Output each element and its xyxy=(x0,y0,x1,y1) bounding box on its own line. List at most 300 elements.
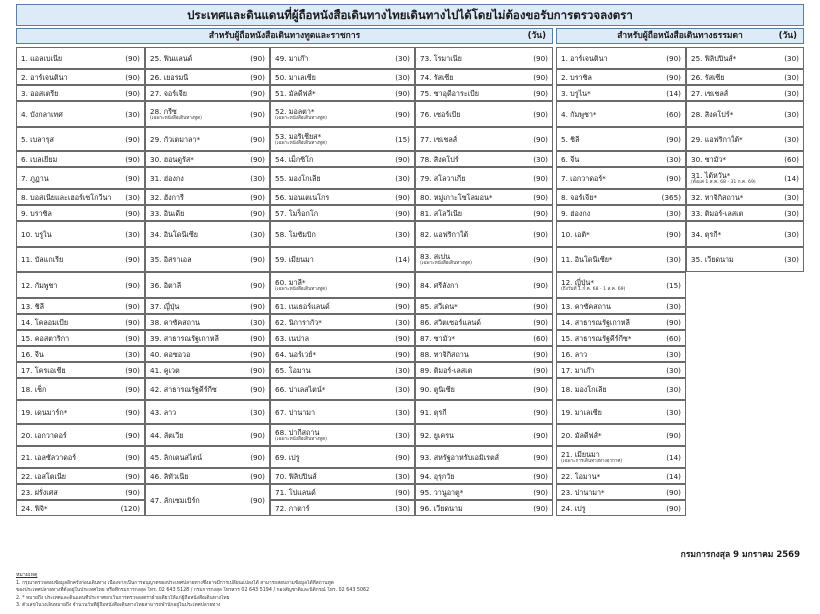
country-name: 10. บรูไน xyxy=(21,229,52,239)
stay-days: (30) xyxy=(395,384,410,394)
country-name: 39. สาธารณรัฐเกาหลี xyxy=(150,333,219,343)
country-cell xyxy=(16,468,145,484)
country-cell xyxy=(16,69,145,85)
ordinary-section-header xyxy=(556,28,804,44)
country-name: 5. เบลารุส xyxy=(21,134,54,144)
country-name: 33. ติมอร์-เลสเต xyxy=(691,208,744,218)
country-name: 61. เนเธอร์แลนด์ xyxy=(275,301,330,311)
country-name: 12. กัมพูชา xyxy=(21,280,58,290)
country-cell xyxy=(16,167,145,189)
country-note: (ถึงวันที่ 1 ก.ค. 68 - 1 ส.ค. 69) xyxy=(561,286,626,292)
country-note: (เฉพาะหนังสือเดินทางทูต) xyxy=(150,115,202,121)
stay-days: (90) xyxy=(250,495,265,505)
country-name: 83. สเปน xyxy=(420,252,451,261)
country-name: 17. มาเก๊า xyxy=(561,365,595,375)
country-name: 53. มอริเชียส* xyxy=(275,131,322,141)
country-name: 22. โอมาน* xyxy=(561,471,601,481)
country-name: 31. ฮ่องกง xyxy=(150,173,184,183)
country-name: 60. มาลี* xyxy=(275,277,306,287)
country-cell xyxy=(145,484,270,516)
stay-days: (30) xyxy=(666,154,681,164)
country-cell xyxy=(270,314,415,330)
country-name: 9. ฮ่องกง xyxy=(561,208,591,218)
country-cell xyxy=(415,85,553,101)
country-cell xyxy=(270,247,415,272)
country-name: 96. เวียดนาม xyxy=(420,503,463,513)
stay-days: (30) xyxy=(395,430,410,440)
country-note: (เฉพาะการเดินทางทางอากาศ) xyxy=(561,458,623,464)
country-note: (เฉพาะหนังสือเดินทางทูต) xyxy=(275,436,327,442)
country-name: 76. เซอร์เบีย xyxy=(420,109,461,119)
country-name: 84. ศรีลังกา xyxy=(420,280,459,290)
country-name: 94. อุรุกวัย xyxy=(420,471,455,481)
note-line-3: 2. * หมายถึง ประเทศและดินแดนที่ประกาศยกเว้นการตรวจลงตราฝ่ายเดียวให้แก่ผู้ถือหนังสือเดินทางไทย xyxy=(16,595,230,601)
country-name: 32. ทาจิกิสถาน* xyxy=(691,192,744,202)
stay-days: (30) xyxy=(395,471,410,481)
stay-days: (90) xyxy=(125,280,140,290)
country-name: 22. เอสโตเนีย xyxy=(21,471,66,481)
stay-days: (30) xyxy=(250,407,265,417)
country-cell xyxy=(686,167,804,189)
country-name: 20. มัลดีฟส์* xyxy=(561,430,602,440)
country-name: 73. โรมาเนีย xyxy=(420,53,462,63)
country-name: 2. อาร์เจนตินา xyxy=(21,72,68,82)
country-name: 55. มองโกเลีย xyxy=(275,173,321,183)
country-name: 93. สหรัฐอาหรับเอมิเรตส์ xyxy=(420,452,500,462)
stay-days: (90) xyxy=(125,173,140,183)
country-name: 3. ออสเตรีย xyxy=(21,88,59,98)
stay-days: (90) xyxy=(533,487,548,497)
country-name: 29. กัวเตมาลา* xyxy=(150,134,201,144)
country-cell xyxy=(270,378,415,400)
stay-days: (90) xyxy=(533,384,548,394)
country-name: 69. เปรู xyxy=(275,452,300,462)
stay-days: (30) xyxy=(666,208,681,218)
country-name: 64. นอร์เวย์* xyxy=(275,349,317,359)
country-name: 33. อินเดีย xyxy=(150,208,185,218)
country-cell xyxy=(415,272,553,298)
country-cell xyxy=(16,127,145,151)
country-cell xyxy=(145,205,270,221)
country-cell xyxy=(556,298,686,314)
stay-days: (90) xyxy=(533,208,548,218)
stay-days: (30) xyxy=(784,53,799,63)
stay-days: (15) xyxy=(666,280,681,290)
country-name: 46. ลิทัวเนีย xyxy=(150,471,189,481)
ordinary-section-unit: (วัน) xyxy=(778,31,797,41)
country-cell xyxy=(556,69,686,85)
stay-days: (90) xyxy=(125,301,140,311)
country-name: 62. นิการากัว* xyxy=(275,317,322,327)
stay-days: (90) xyxy=(125,365,140,375)
stay-days: (90) xyxy=(125,154,140,164)
notes-section xyxy=(16,572,806,610)
country-name: 92. ยูเครน xyxy=(420,430,454,440)
country-cell xyxy=(556,101,686,127)
country-name: 1. แอลเบเนีย xyxy=(21,53,63,63)
stay-days: (14) xyxy=(666,471,681,481)
stay-days: (30) xyxy=(125,109,140,119)
stay-days: (14) xyxy=(666,452,681,462)
stay-days: (60) xyxy=(533,333,548,343)
country-cell xyxy=(16,314,145,330)
stay-days: (90) xyxy=(666,229,681,239)
country-cell xyxy=(415,378,553,400)
country-name: 9. บราซิล xyxy=(21,208,52,218)
stay-days: (90) xyxy=(250,88,265,98)
country-cell xyxy=(270,272,415,298)
country-name: 28. สิงคโปร์* xyxy=(691,109,734,119)
country-name: 44. ลัตเวีย xyxy=(150,430,184,440)
country-cell xyxy=(415,127,553,151)
ordinary-section-title: สำหรับผู้ถือหนังสือเดินทางธรรมดา xyxy=(617,31,743,41)
country-name: 8. จอร์เจีย* xyxy=(561,192,598,202)
stay-days: (90) xyxy=(250,452,265,462)
stay-days: (30) xyxy=(250,229,265,239)
stay-days: (30) xyxy=(395,407,410,417)
country-name: 11. บัลแกเรีย xyxy=(21,255,64,264)
stay-days: (30) xyxy=(784,255,799,264)
country-cell xyxy=(270,205,415,221)
country-cell xyxy=(556,221,686,247)
country-name: 28. กรีซ xyxy=(150,106,177,116)
country-cell xyxy=(270,47,415,69)
stay-days: (30) xyxy=(784,134,799,144)
country-name: 24. ฟิจิ* xyxy=(21,503,48,513)
country-cell xyxy=(556,167,686,189)
country-cell xyxy=(415,205,553,221)
country-name: 17. โครเอเชีย xyxy=(21,365,66,375)
stay-days: (120) xyxy=(120,503,140,513)
country-name: 45. ลิกเตนสไตน์ xyxy=(150,452,203,462)
stay-days: (90) xyxy=(666,487,681,497)
country-name: 18. เช็ก xyxy=(21,384,47,394)
stay-days: (14) xyxy=(666,88,681,98)
country-name: 23. ปานามา* xyxy=(561,487,605,497)
stay-days: (90) xyxy=(533,503,548,513)
country-cell xyxy=(16,500,145,516)
country-name: 12. ญี่ปุ่น* xyxy=(561,277,594,287)
stay-days: (90) xyxy=(533,280,548,290)
stay-days: (90) xyxy=(125,72,140,82)
country-cell xyxy=(145,127,270,151)
stay-days: (90) xyxy=(395,349,410,359)
country-name: 91. ตุรกี xyxy=(420,407,447,417)
stay-days: (90) xyxy=(250,255,265,264)
country-cell xyxy=(145,247,270,272)
country-name: 90. ตูนิเซีย xyxy=(420,384,455,394)
country-name: 40. คอซอวอ xyxy=(150,349,191,359)
country-name: 80. หมู่เกาะโซโลมอน* xyxy=(420,192,493,202)
country-name: 50. มาเลเซีย xyxy=(275,72,316,82)
country-cell xyxy=(556,151,686,167)
country-cell xyxy=(415,151,553,167)
country-name: 52. มอลตา* xyxy=(275,106,315,116)
country-name: 25. ฟินแลนด์ xyxy=(150,53,193,63)
stay-days: (90) xyxy=(395,452,410,462)
stay-days: (90) xyxy=(533,301,548,311)
stay-days: (90) xyxy=(533,349,548,359)
stay-days: (90) xyxy=(666,53,681,63)
country-cell xyxy=(556,378,686,400)
stay-days: (90) xyxy=(250,430,265,440)
country-cell xyxy=(16,378,145,400)
country-name: 56. มอนเตเนโกร xyxy=(275,192,330,202)
country-name: 8. บอสเนียและเฮอร์เซโกวีนา xyxy=(21,192,112,202)
country-cell xyxy=(145,189,270,205)
note-line-2: ของประเทศปลายทางที่ตั้งอยู่ในประเทศไทย หรือที่กรมการกงสุล โทร. 02 643 5128 / กรมการกงสุล โทรสาร 02 643 5194 / กองสัญชาติและนิติกรณ์ โทร. 02 643 5062 xyxy=(16,588,370,593)
country-cell xyxy=(556,85,686,101)
stay-days: (90) xyxy=(395,280,410,290)
country-cell xyxy=(556,362,686,378)
country-name: 86. สวิตเซอร์แลนด์ xyxy=(420,317,481,327)
stay-days: (30) xyxy=(784,88,799,98)
stay-days: (30) xyxy=(784,229,799,239)
country-cell xyxy=(145,468,270,484)
country-name: 67. ปานามา xyxy=(275,407,316,417)
country-cell xyxy=(145,101,270,127)
country-cell xyxy=(415,400,553,424)
country-cell xyxy=(145,272,270,298)
stay-days: (90) xyxy=(395,487,410,497)
country-name: 19. มาเลเซีย xyxy=(561,407,602,417)
stay-days: (90) xyxy=(533,471,548,481)
country-cell xyxy=(145,151,270,167)
stay-days: (15) xyxy=(395,134,410,144)
country-name: 81. สโลวีเนีย xyxy=(420,208,462,218)
country-cell xyxy=(16,400,145,424)
country-name: 68. ปากีสถาน xyxy=(275,427,320,437)
stay-days: (30) xyxy=(125,192,140,202)
country-cell xyxy=(16,205,145,221)
country-cell xyxy=(686,69,804,85)
country-name: 14. สาธารณรัฐเกาหลี xyxy=(561,317,630,327)
stay-days: (60) xyxy=(666,333,681,343)
country-name: 95. วานูอาตู* xyxy=(420,487,464,497)
country-cell xyxy=(16,221,145,247)
country-name: 59. เมียนมา xyxy=(275,255,314,264)
country-cell xyxy=(556,47,686,69)
country-cell xyxy=(556,446,686,468)
stay-days: (90) xyxy=(395,301,410,311)
country-name: 38. คาซัคสถาน xyxy=(150,317,200,327)
country-name: 72. กาตาร์ xyxy=(275,503,310,513)
country-name: 16. ลาว xyxy=(561,349,588,359)
stay-days: (30) xyxy=(666,407,681,417)
country-name: 10. เอติ* xyxy=(561,229,590,239)
country-name: 87. ซามัว* xyxy=(420,333,455,343)
stay-days: (90) xyxy=(533,72,548,82)
country-cell xyxy=(145,346,270,362)
country-cell xyxy=(270,400,415,424)
country-cell xyxy=(415,468,553,484)
stay-days: (30) xyxy=(784,109,799,119)
stay-days: (30) xyxy=(784,192,799,202)
country-name: 3. บรูไน* xyxy=(561,88,591,98)
country-name: 41. คูเวต xyxy=(150,365,180,375)
country-cell xyxy=(415,446,553,468)
country-cell xyxy=(270,330,415,346)
stay-days: (30) xyxy=(395,173,410,183)
stay-days: (90) xyxy=(666,503,681,513)
country-cell xyxy=(556,314,686,330)
stay-days: (60) xyxy=(666,109,681,119)
country-cell xyxy=(415,484,553,500)
country-name: 20. เอกวาดอร์ xyxy=(21,430,67,440)
country-name: 30. ซามัว* xyxy=(691,154,726,164)
country-name: 49. มาเก๊า xyxy=(275,53,309,63)
stay-days: (30) xyxy=(395,229,410,239)
country-cell xyxy=(16,247,145,272)
country-name: 54. เม็กซิโก xyxy=(275,154,314,164)
stay-days: (90) xyxy=(250,471,265,481)
note-line-1: 1. กรุณาตรวจสอบข้อมูลอีกครั้งก่อนเดินทาง เนื่องจากเป็นการอนุญาตของประเทศปลายทางซึ่งอาจมีการเปลี่ยนแปลงได้ สามารถสอบถามข้อมูลได้ที่สถานทูต xyxy=(16,580,334,586)
country-cell xyxy=(145,167,270,189)
country-note: (เฉพาะหนังสือเดินทางทูต) xyxy=(420,261,472,266)
country-name: 14. โคลอมเบีย xyxy=(21,317,69,327)
country-cell xyxy=(270,69,415,85)
stay-days: (90) xyxy=(666,72,681,82)
stay-days: (90) xyxy=(125,333,140,343)
country-cell xyxy=(415,221,553,247)
country-name: 27. เซเชลส์ xyxy=(691,88,729,98)
stay-days: (90) xyxy=(666,134,681,144)
stay-days: (30) xyxy=(250,317,265,327)
stay-days: (90) xyxy=(533,192,548,202)
stay-days: (30) xyxy=(395,365,410,375)
stay-days: (90) xyxy=(666,430,681,440)
country-name: 32. ฮังการี xyxy=(150,192,184,202)
stay-days: (90) xyxy=(250,192,265,202)
country-name: 77. เซเชลส์ xyxy=(420,134,458,144)
stay-days: (90) xyxy=(125,53,140,63)
country-cell xyxy=(686,189,804,205)
country-cell xyxy=(686,247,804,272)
stay-days: (90) xyxy=(395,88,410,98)
country-cell xyxy=(556,205,686,221)
country-name: 16. จีน xyxy=(21,349,44,359)
country-cell xyxy=(415,189,553,205)
country-note: (เฉพาะหนังสือเดินทางทูต) xyxy=(275,140,327,146)
country-name: 29. แอฟริกาใต้* xyxy=(691,134,743,144)
stay-days: (90) xyxy=(666,173,681,183)
country-name: 11. อินโดนีเซีย* xyxy=(561,255,613,264)
country-cell xyxy=(270,346,415,362)
country-name: 21. เมียนมา xyxy=(561,449,600,459)
stay-days: (30) xyxy=(666,365,681,375)
country-cell xyxy=(270,362,415,378)
country-name: 36. อิตาลี xyxy=(150,280,182,290)
stay-days: (90) xyxy=(125,407,140,417)
country-name: 7. ภูฏาน xyxy=(21,173,49,183)
stay-days: (90) xyxy=(250,333,265,343)
stay-days: (30) xyxy=(666,384,681,394)
country-name: 24. เปรู xyxy=(561,503,586,513)
country-cell xyxy=(415,500,553,516)
stay-days: (30) xyxy=(666,349,681,359)
country-cell xyxy=(16,346,145,362)
country-name: 30. ฮอนดูรัส* xyxy=(150,154,194,164)
diplomatic-section-unit: (วัน) xyxy=(527,31,546,41)
country-name: 85. สวีเดน* xyxy=(420,301,458,311)
country-cell xyxy=(270,151,415,167)
country-cell xyxy=(145,298,270,314)
country-name: 79. สโลวาเกีย xyxy=(420,173,466,183)
stay-days: (90) xyxy=(125,487,140,497)
country-cell xyxy=(556,189,686,205)
note-line-4: 3. ตัวเลขในวงเล็บหมายถึง จำนวนวันที่ผู้ถือหนังสือเดินทางไทยสามารถพำนักอยู่ในประเทศปลายทาง xyxy=(16,603,221,608)
country-cell xyxy=(686,47,804,69)
country-note: (เฉพาะหนังสือเดินทางทูต) xyxy=(275,115,327,121)
stay-days: (90) xyxy=(395,333,410,343)
stay-days: (90) xyxy=(533,134,548,144)
country-cell xyxy=(145,446,270,468)
country-cell xyxy=(270,424,415,446)
stay-days: (365) xyxy=(661,192,681,202)
stay-days: (90) xyxy=(125,88,140,98)
country-name: 27. จอร์เจีย xyxy=(150,88,187,98)
country-name: 35. อิสราเอล xyxy=(150,255,192,264)
country-name: 6. เบลเยียม xyxy=(21,154,58,164)
country-cell xyxy=(270,85,415,101)
country-name: 58. โมซัมบิก xyxy=(275,229,316,239)
country-cell xyxy=(270,446,415,468)
country-name: 82. แอฟริกาใต้ xyxy=(420,229,469,239)
stay-days: (90) xyxy=(533,407,548,417)
country-name: 88. ทาจิกิสถาน xyxy=(420,349,469,359)
country-name: 37. ญี่ปุ่น xyxy=(150,301,180,311)
stay-days: (30) xyxy=(666,301,681,311)
country-cell xyxy=(16,298,145,314)
stay-days: (90) xyxy=(250,109,265,119)
stay-days: (30) xyxy=(784,72,799,82)
stay-days: (90) xyxy=(395,192,410,202)
country-cell xyxy=(415,346,553,362)
stay-days: (90) xyxy=(533,229,548,239)
notes-heading: หมายเหตุ xyxy=(16,572,38,578)
country-cell xyxy=(16,151,145,167)
country-cell xyxy=(270,500,415,516)
country-cell xyxy=(270,127,415,151)
country-name: 21. เอลซัลวาดอร์ xyxy=(21,452,77,462)
country-name: 75. ซาอุดีอาระเบีย xyxy=(420,88,479,98)
country-cell xyxy=(556,272,686,298)
country-cell xyxy=(556,468,686,484)
country-cell xyxy=(415,298,553,314)
country-name: 35. เวียดนาม xyxy=(691,255,734,264)
country-name: 34. อินโดนีเซีย xyxy=(150,229,198,239)
stay-days: (90) xyxy=(250,384,265,394)
country-cell xyxy=(270,167,415,189)
country-cell xyxy=(415,101,553,127)
country-name: 43. ลาว xyxy=(150,407,177,417)
country-note: (ตั้งแต่ 1 ส.ค. 68 - 31 ก.ค. 69) xyxy=(691,179,756,185)
country-cell xyxy=(686,127,804,151)
country-name: 13. คาซัคสถาน xyxy=(561,301,611,311)
stay-days: (90) xyxy=(395,154,410,164)
country-cell xyxy=(16,362,145,378)
stay-days: (30) xyxy=(395,72,410,82)
stay-days: (30) xyxy=(125,349,140,359)
country-cell xyxy=(556,330,686,346)
country-name: 1. อาร์เจนตินา xyxy=(561,53,608,63)
country-name: 63. เนปาล xyxy=(275,333,310,343)
country-cell xyxy=(270,221,415,247)
country-name: 26. รัสเซีย xyxy=(691,72,725,82)
stay-days: (90) xyxy=(395,109,410,119)
country-name: 4. กัมพูชา* xyxy=(561,109,597,119)
country-cell xyxy=(145,362,270,378)
